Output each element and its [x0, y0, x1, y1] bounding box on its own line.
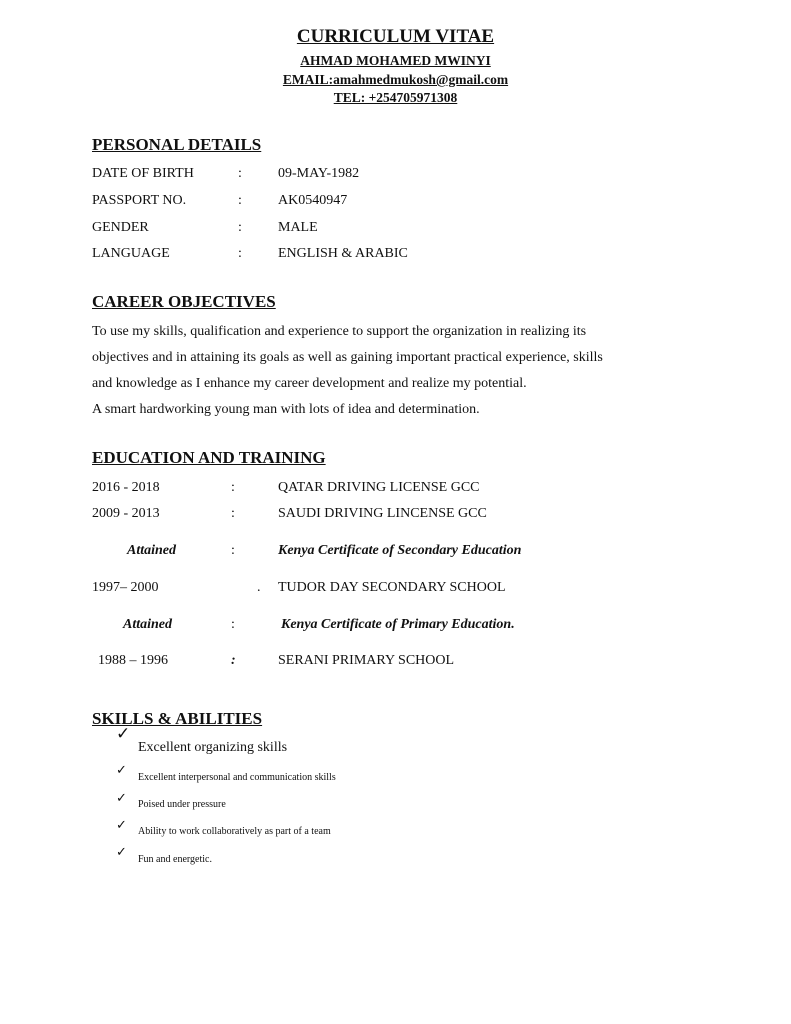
- checkmark-icon: ✓: [116, 724, 131, 743]
- language-separator: :: [238, 246, 242, 261]
- skill-item: Fun and energetic.: [138, 854, 212, 865]
- career-line: and knowledge as I enhance my career development and realize my potential.: [92, 376, 527, 391]
- education-item: SAUDI DRIVING LINCENSE GCC: [278, 506, 487, 521]
- education-item: QATAR DRIVING LICENSE GCC: [278, 480, 480, 495]
- dob-value: 09-MAY-1982: [278, 166, 360, 181]
- gender-separator: :: [238, 220, 242, 235]
- skills-heading: SKILLS & ABILITIES: [92, 709, 263, 728]
- passport-separator: :: [238, 193, 242, 208]
- checkmark-icon: ✓: [116, 844, 127, 859]
- attained-certificate: Kenya Certificate of Secondary Education: [278, 543, 522, 558]
- checkmark-icon: ✓: [116, 817, 127, 832]
- checkmark-icon: ✓: [116, 762, 127, 777]
- personal-details-heading: PERSONAL DETAILS: [92, 135, 262, 154]
- dob-separator: :: [238, 166, 242, 181]
- career-line: objectives and in attaining its goals as well as gaining important practical experience, skills: [92, 350, 603, 365]
- education-period: 1988 – 1996: [98, 653, 168, 668]
- skill-item: Excellent organizing skills: [138, 740, 288, 755]
- education-separator: :: [231, 480, 235, 495]
- education-separator: .: [257, 580, 261, 595]
- dob-label: DATE OF BIRTH: [92, 166, 194, 181]
- career-line: A smart hardworking young man with lots of idea and determination.: [92, 402, 480, 417]
- gender-value: MALE: [278, 220, 318, 235]
- education-separator: :: [231, 617, 235, 632]
- education-separator: :: [231, 543, 235, 558]
- passport-value: AK0540947: [278, 193, 348, 208]
- education-separator: :: [231, 506, 235, 521]
- skill-item: Excellent interpersonal and communication skills: [138, 772, 336, 783]
- career-line: To use my skills, qualification and experience to support the organization in realizing its: [92, 324, 587, 339]
- education-period: 2009 - 2013: [92, 506, 160, 521]
- checkmark-icon: ✓: [116, 790, 127, 805]
- passport-label: PASSPORT NO.: [92, 193, 187, 208]
- attained-certificate: Kenya Certificate of Primary Education.: [281, 617, 515, 632]
- education-separator: :: [231, 653, 236, 668]
- language-value: ENGLISH & ARABIC: [278, 246, 408, 261]
- attained-label: Attained: [123, 617, 173, 632]
- education-period: 1997– 2000: [92, 580, 159, 595]
- cv-title: CURRICULUM VITAE: [296, 26, 495, 47]
- language-label: LANGUAGE: [92, 246, 170, 261]
- education-period: 2016 - 2018: [92, 480, 160, 495]
- attained-label: Attained: [127, 543, 177, 558]
- phone-line: TEL: +254705971308: [333, 90, 458, 105]
- gender-label: GENDER: [92, 220, 149, 235]
- education-item: SERANI PRIMARY SCHOOL: [278, 653, 455, 668]
- skill-item: Poised under pressure: [138, 799, 226, 810]
- education-item: TUDOR DAY SECONDARY SCHOOL: [278, 580, 506, 595]
- full-name: AHMAD MOHAMED MWINYI: [300, 53, 491, 68]
- skill-item: Ability to work collaboratively as part of a team: [138, 826, 331, 837]
- career-objectives-heading: CAREER OBJECTIVES: [92, 292, 276, 311]
- education-heading: EDUCATION AND TRAINING: [92, 448, 326, 467]
- email-line: EMAIL:amahmedmukosh@gmail.com: [282, 72, 509, 87]
